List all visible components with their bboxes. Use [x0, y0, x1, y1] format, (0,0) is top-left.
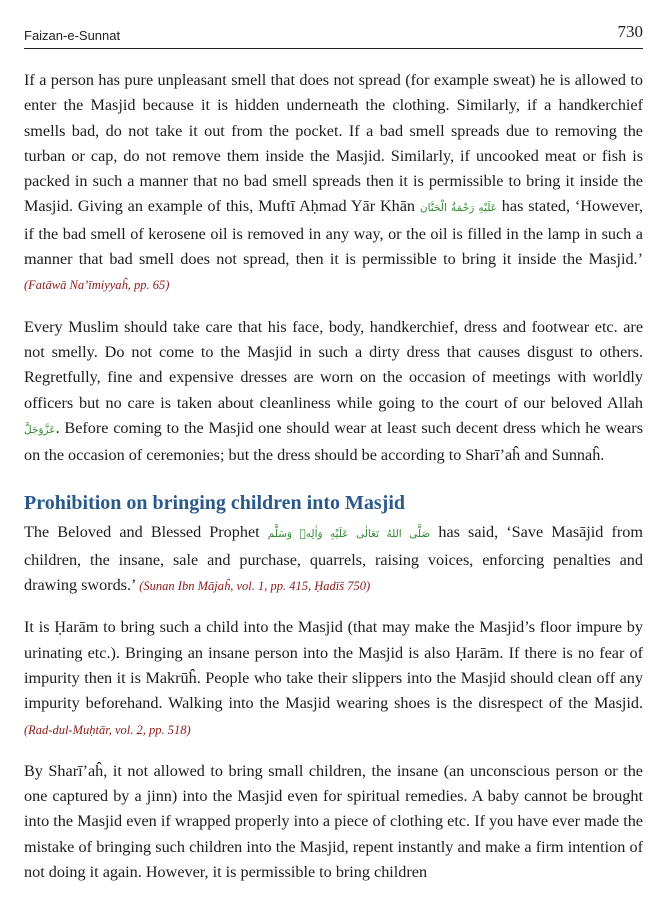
reference-citation: (Fatāwā Na’īmiyyaĥ, pp. 65): [24, 278, 170, 293]
paragraph-3: [24, 520, 643, 599]
paragraph-2: [24, 315, 643, 469]
running-title: Faizan-e-Sunnat: [24, 28, 121, 43]
arabic-honorific: صَلَّى اللهُ تَعَالٰى عَلَيْهِ وَاٰلِهٖ وَسَلَّم: [267, 528, 431, 541]
paragraph-text: The Beloved and Blessed Prophet: [24, 523, 268, 542]
arabic-honorific: عَلَيْهِ رَحْمَةُ الْحَنَّان: [419, 202, 497, 215]
paragraph-4: [24, 615, 643, 742]
reference-citation: (Sunan Ibn Mājaĥ, vol. 1, pp. 415, Ḥadīš 750): [139, 579, 371, 594]
page-header: [24, 22, 643, 49]
page-number: 730: [617, 22, 643, 41]
section-heading: Prohibition on bringing children into Masjid: [24, 492, 406, 515]
paragraph-text: . Before coming to the Masjid one should wear at least such decent dress which he wears on the occasion of ceremonies; but the dress should be according to Sharī’aĥ and Sunnaĥ.: [24, 418, 643, 465]
arabic-honorific: عَزَّوَجَلَّ: [24, 423, 56, 436]
paragraph-text: It is Ḥarām to bring such a child into the Masjid (that may make the Masjid’s floor impure by urinating etc.). Bringing an insane person into the Masjid is also Ḥarām. If there is no fear of impurity then it is Makrūĥ. People who take their slippers into the Masjid should clean off any impurity beforehand. Walking into the Masjid wearing shoes is the disrespect of the Masjid.: [24, 618, 643, 713]
paragraph-text: has said, ‘Save Masājid from children, the insane, sale and purchase, quarrels, raising voices, enforcing penalties and drawing swords.’: [24, 523, 643, 595]
paragraph-text: By Sharī’aĥ, it not allowed to bring small children, the insane (an unconscious person or the one captured by a jinn) into the Masjid even for spiritual remedies. A baby cannot be brought into the Masjid even if wrapped properly into a piece of clothing etc. If you have ever made the mistake of bringing such children into the Masjid, repent instantly and make a firm intention of not doing it again. However, it is permissible to bring children: [24, 761, 643, 882]
reference-citation: (Rad-dul-Muḥtār, vol. 2, pp. 518): [24, 722, 191, 737]
paragraph-text: Every Muslim should take care that his face, body, handkerchief, dress and footwear etc. are not smelly. Do not come to the Masjid in such a dirty dress that causes disgust to others. Regretfully, fine and expensive dresses are worn on the occasion of meetings with worldly officers but no care is taken about cleanliness while going to the court of our beloved Allah: [24, 317, 643, 412]
page-content: [24, 68, 643, 901]
paragraph-text: If a person has pure unpleasant smell that does not spread (for example sweat) he is allowed to enter the Masjid because it is hidden underneath the clothing. Similarly, if a handkerchief smells bad, do not take it out from the pocket. If a bad smell spreads due to removing the turban or cap, do not remove them inside the Masjid. Similarly, if uncooked meat or fish is packed in such a manner that no bad smell spreads then it is permissible to bring it inside the Masjid. Giving an example of this, Muftī Aḥmad Yār Khān: [24, 71, 643, 216]
paragraph-5: [24, 759, 643, 885]
paragraph-1: [24, 68, 643, 299]
paragraph-text: has stated, ‘However, if the bad smell of kerosene oil is removed in any way, or the oil is filled in the lamp in such a manner that bad smell does not spread, then it is permissible to bring it inside the Masjid.’: [24, 197, 644, 269]
